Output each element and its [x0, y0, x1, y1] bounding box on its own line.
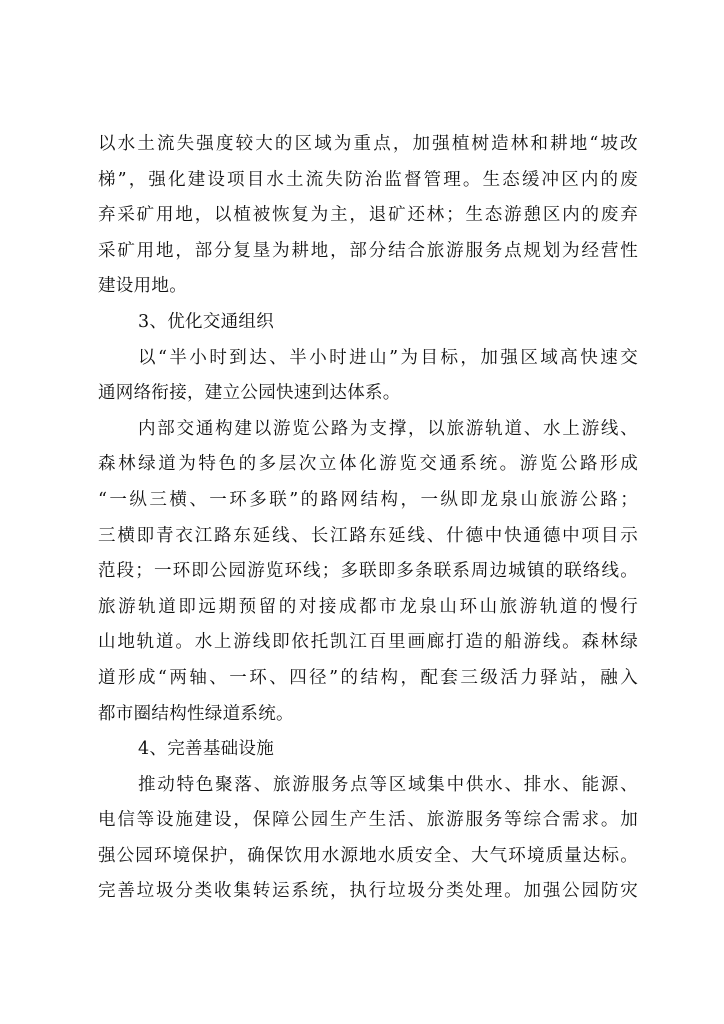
text-line: 以“半小时到达、半小时进山”为目标，加强区域高快速交 — [138, 347, 638, 368]
text-line: 森林绿道为特色的多层次立体化游览交通系统。游览公路形成 — [98, 454, 638, 475]
text-line: 山地轨道。水上游线即依托凯江百里画廊打造的船游线。森林绿 — [98, 632, 638, 653]
text-line: 梯”，强化建设项目水土流失防治监督管理。生态缓冲区内的废 — [98, 169, 638, 190]
text-line: 强公园环境保护，确保饮用水源地水质安全、大气环境质量达标。 — [98, 845, 638, 866]
text-line: 三横即青衣江路东延线、长江路东延线、什德中快通德中项目示 — [98, 525, 638, 546]
text-line: 电信等设施建设，保障公园生产生活、旅游服务等综合需求。加 — [98, 810, 638, 831]
section-heading: 4、完善基础设施 — [138, 739, 275, 760]
text-line: 旅游轨道即远期预留的对接成都市龙泉山环山旅游轨道的慢行 — [98, 596, 638, 617]
text-line: 弃采矿用地，以植被恢复为主，退矿还林；生态游憩区内的废弃 — [98, 205, 638, 226]
text-line: 推动特色聚落、旅游服务点等区域集中供水、排水、能源、 — [138, 774, 638, 795]
text-line: 道形成“两轴、一环、四径”的结构，配套三级活力驿站，融入 — [98, 667, 638, 688]
body-text — [98, 127, 638, 910]
section-heading: 3、优化交通组织 — [138, 311, 275, 332]
text-line: 都市圈结构性绿道系统。 — [98, 703, 294, 724]
text-line: 采矿用地，部分复垦为耕地，部分结合旅游服务点规划为经营性 — [98, 240, 638, 261]
text-line: 范段；一环即公园游览环线；多联即多条联系周边城镇的联络线。 — [98, 561, 638, 582]
text-line: “一纵三横、一环多联”的路网结构，一纵即龙泉山旅游公路； — [98, 489, 638, 510]
text-line: 完善垃圾分类收集转运系统，执行垃圾分类处理。加强公园防灾 — [98, 881, 638, 902]
text-line: 内部交通构建以游览公路为支撑，以旅游轨道、水上游线、 — [138, 418, 638, 439]
text-line: 建设用地。 — [98, 276, 187, 297]
text-line: 通网络衔接，建立公园快速到达体系。 — [98, 383, 401, 404]
text-line: 以水土流失强度较大的区域为重点，加强植树造林和耕地“坡改 — [98, 134, 638, 154]
